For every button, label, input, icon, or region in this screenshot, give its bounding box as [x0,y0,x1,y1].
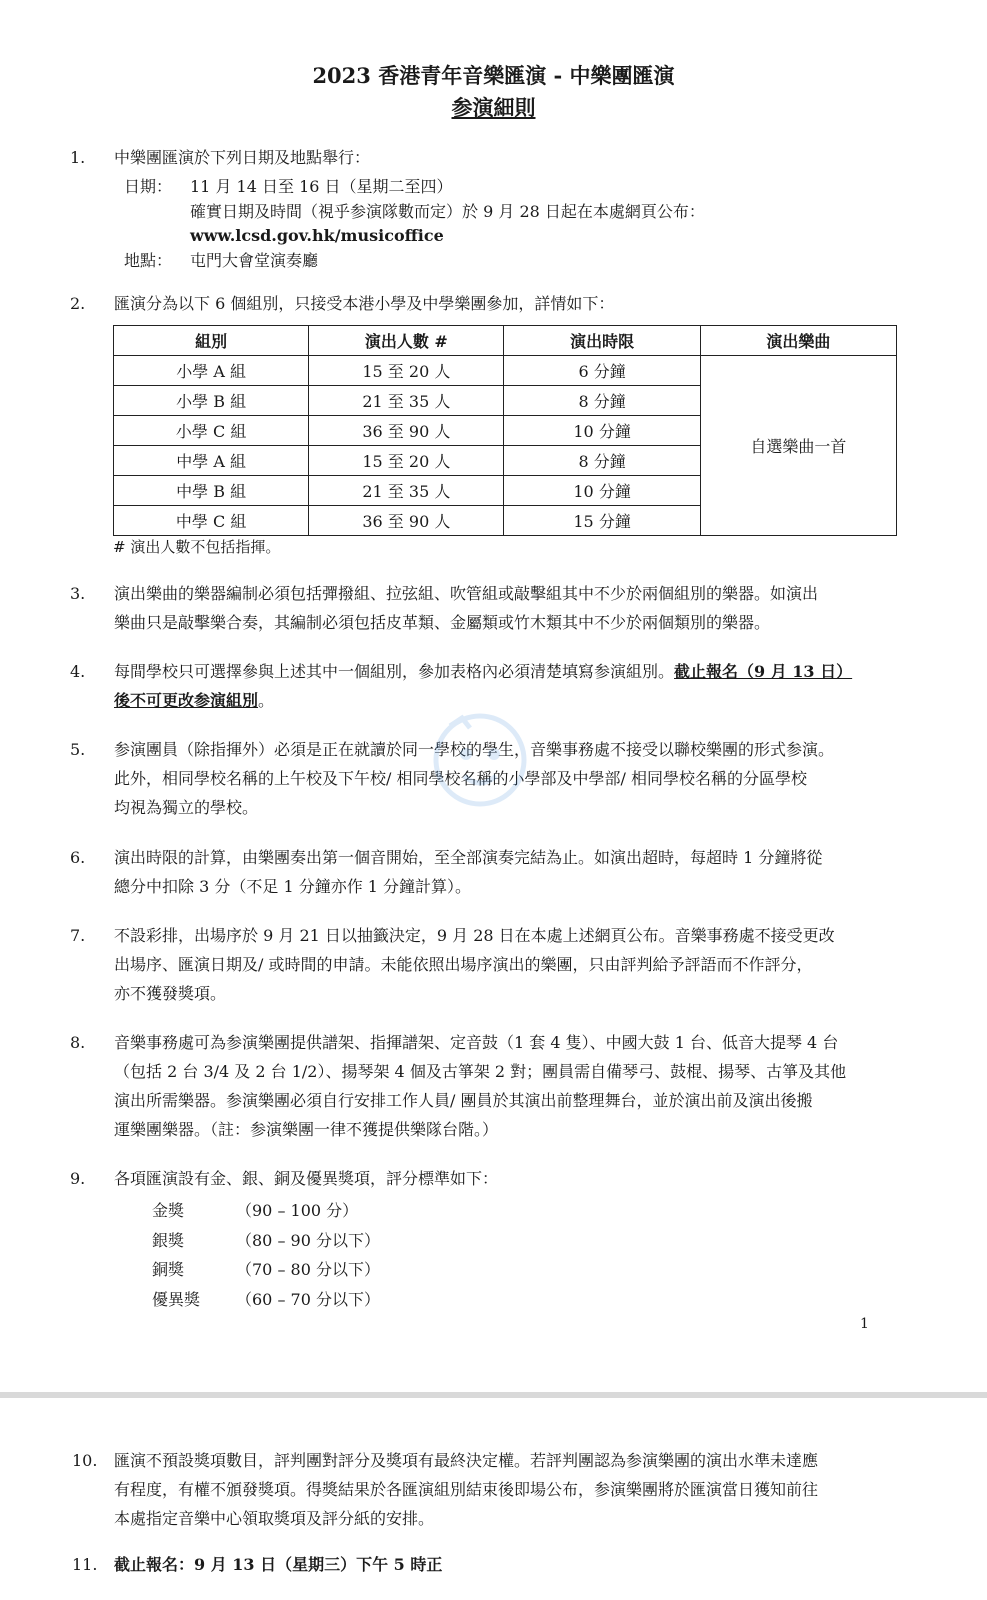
website-url[interactable]: www.lcsd.gov.hk/musicoffice [190,226,444,245]
table-header: 組別 [114,326,309,356]
deadline-emphasis: 後不可更改参演組別 [114,691,259,710]
item-line: 本處指定音樂中心領取獎項及評分紙的安排。 [114,1509,435,1528]
item-text: 中樂團匯演於下列日期及地點舉行： [114,148,371,167]
table-cell: 8 分鐘 [504,386,700,416]
venue-label: 地點： [124,251,173,270]
item-line: 均視為獨立的學校。 [114,798,259,817]
table-cell: 中學 C 組 [114,506,309,536]
item-number: 4. [70,662,86,681]
item-number: 6. [70,848,86,867]
award-name: 優異獎 [152,1289,201,1309]
award-row [152,1226,380,1256]
item-line: 有程度，有權不頒發獎項。得獎結果於各匯演組別結束後即場公布，参演樂團將於匯演當日獲知前往 [114,1480,819,1499]
item-number: 10. [72,1451,98,1470]
award-range: （90 – 100 分） [236,1201,359,1220]
deadline-emphasis: 截止報名（9 月 13 日） [674,662,853,681]
item-text: 每間學校只可選擇參與上述其中一個組別，參加表格內必須清楚填寫参演組別。 [114,662,675,681]
item-number: 7. [70,926,86,945]
item-line: （包括 2 台 3/4 及 2 台 1/2）、揚琴架 4 個及古箏架 2 對；團員需自備琴弓、鼓棍、揚琴、古箏及其他 [114,1062,847,1081]
item-line: 出場序、匯演日期及/ 或時間的申請。未能依照出場序演出的樂團，只由評判給予評語而不作評分， [114,955,813,974]
table-cell: 小學 A 組 [114,356,309,386]
item-text: 各項匯演設有金、銀、銅及優異獎項，評分標準如下： [114,1169,499,1188]
date-note: 確實日期及時間（視乎参演隊數而定）於 9 月 28 日起在本處網頁公布： [190,202,705,221]
item-text: 截止報名：9 月 13 日（星期三）下午 5 時正 [114,1555,443,1574]
table-cell: 10 分鐘 [504,416,700,446]
table-cell: 21 至 35 人 [309,386,504,416]
date-label: 日期： [124,177,173,196]
table-header: 演出時限 [504,326,700,356]
table-cell: 36 至 90 人 [309,416,504,446]
award-list [152,1196,380,1314]
award-name: 銀獎 [152,1230,185,1250]
award-range: （70 – 80 分以下） [236,1260,380,1279]
item-number: 8. [70,1033,86,1052]
table-header: 演出樂曲 [700,326,896,356]
table-cell: 10 分鐘 [504,476,700,506]
item-number: 9. [70,1169,86,1188]
item-text: 。 [258,691,275,710]
award-row [152,1285,380,1315]
award-name: 銅獎 [152,1260,185,1279]
document-title: 2023 香港青年音樂匯演 - 中樂團匯演 [312,63,675,88]
table-cell: 8 分鐘 [504,446,700,476]
table-cell-music: 自選樂曲一首 [700,356,896,536]
venue-value: 屯門大會堂演奏廳 [190,251,319,270]
table-cell: 15 至 20 人 [309,356,504,386]
award-range: （80 – 90 分以下） [236,1230,380,1250]
item-number: 1. [70,148,86,167]
page-number: 1 [860,1316,869,1332]
item-number: 11. [72,1555,98,1574]
table-footnote: # 演出人數不包括指揮。 [113,538,281,556]
table-cell: 6 分鐘 [504,356,700,386]
item-line: 音樂事務處可為参演樂團提供譜架、指揮譜架、定音鼓（1 套 4 隻）、中國大鼓 1 台、低音大提琴 4 台 [114,1033,839,1052]
table-cell: 小學 C 組 [114,416,309,446]
document-subtitle: 参演細則 [451,95,536,120]
award-row [152,1255,380,1285]
table-header: 演出人數 # [309,326,504,356]
item-line: 亦不獲發獎項。 [114,984,227,1003]
item-line: 演出所需樂器。参演樂團必須自行安排工作人員/ 團員於其演出前整理舞台，並於演出前及演出後搬 [114,1091,813,1110]
award-range: （60 – 70 分以下） [236,1289,380,1309]
item-line: 運樂團樂器。（註：参演樂團一律不獲提供樂隊台階。） [114,1120,499,1139]
date-value: 11 月 14 日至 16 日（星期二至四） [190,177,453,196]
groups-table [113,325,897,536]
table-cell: 小學 B 組 [114,386,309,416]
document-page-2 [0,1398,987,1600]
item-line: 總分中扣除 3 分（不足 1 分鐘亦作 1 分鐘計算）。 [114,877,472,896]
item-line: 参演團員（除指揮外）必須是正在就讀於同一學校的學生，音樂事務處不接受以聯校樂團的形式参演。 [114,740,835,759]
table-cell: 中學 B 組 [114,476,309,506]
table-cell: 21 至 35 人 [309,476,504,506]
item-line: 樂曲只是敲擊樂合奏，其編制必須包括皮革類、金屬類或竹木類其中不少於兩個類別的樂器。 [114,613,771,632]
item-number: 3. [70,584,86,603]
item-line: 演出樂曲的樂器編制必須包括彈撥組、拉弦組、吹管組或敲擊組其中不少於兩個組別的樂器。如演出 [114,584,819,603]
table-cell: 36 至 90 人 [309,506,504,536]
item-number: 2. [70,294,86,313]
table-cell: 15 分鐘 [504,506,700,536]
table-cell: 中學 A 組 [114,446,309,476]
mascot-watermark-icon [420,700,540,820]
table-row [114,356,897,386]
item-line: 演出時限的計算，由樂團奏出第一個音開始，至全部演奏完結為止。如演出超時，每超時 1 分鐘將從 [114,848,823,867]
item-number: 5. [70,740,86,759]
award-name: 金獎 [152,1201,185,1220]
item-line: 此外，相同學校名稱的上午校及下午校/ 相同學校名稱的小學部及中學部/ 相同學校名稱的分區學校 [114,769,807,788]
item-line: 不設彩排，出場序於 9 月 21 日以抽籤決定，9 月 28 日在本處上述網頁公布。音樂事務處不接受更改 [114,926,835,945]
item-line: 匯演不預設獎項數目，評判團對評分及獎項有最終決定權。若評判團認為参演樂團的演出水準未達應 [114,1451,819,1470]
item-text: 匯演分為以下 6 個組別，只接受本港小學及中學樂團參加，詳情如下： [114,294,615,313]
award-row [152,1196,380,1226]
table-header-row [114,326,897,356]
table-cell: 15 至 20 人 [309,446,504,476]
